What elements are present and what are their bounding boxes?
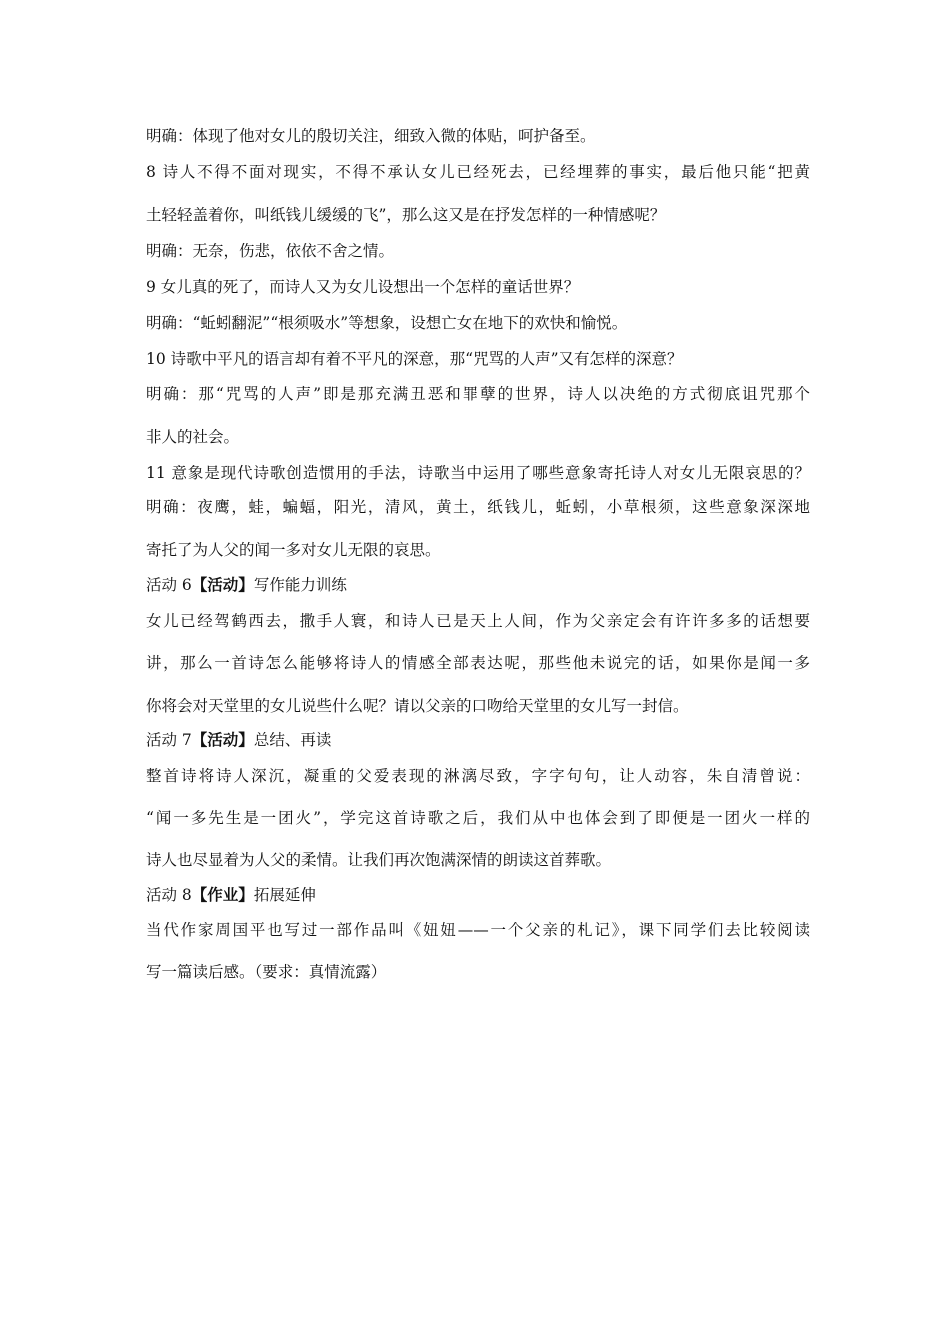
activity-title: 总结、再读	[253, 731, 332, 749]
question-line: 9 女儿真的死了，而诗人又为女儿设想出一个怎样的童话世界？	[146, 278, 580, 296]
paragraph-line: “闻一多先生是一团火”，学完这首诗歌之后，我们从中也体会到了即便是一团火一样的	[146, 809, 810, 827]
activity-title: 拓展延伸	[253, 886, 316, 904]
activity-title: 写作能力训练	[253, 576, 347, 594]
answer-line: 明确：“蚯蚓翻泥”“根须吸水”等想象，设想亡女在地下的欢快和愉悦。	[146, 314, 628, 332]
activity-number: 活动 7	[146, 731, 192, 749]
paragraph-line: 女儿已经驾鹤西去，撒手人寰，和诗人已是天上人间，作为父亲定会有许许多多的话想要	[146, 612, 810, 630]
paragraph-line: 当代作家周国平也写过一部作品叫《妞妞——一个父亲的札记》，课下同学们去比较阅读	[146, 921, 810, 939]
activity-type: 【作业】	[191, 885, 254, 904]
answer-line: 明确：那“咒骂的人声”即是那充满丑恶和罪孽的世界，诗人以决绝的方式彻底诅咒那个	[146, 385, 810, 403]
question-line: 10 诗歌中平凡的语言却有着不平凡的深意，那“咒骂的人声”又有怎样的深意？	[146, 350, 683, 368]
paragraph-line: 你将会对天堂里的女儿说些什么呢？请以父亲的口吻给天堂里的女儿写一封信。	[146, 697, 689, 715]
activity-type: 【活动】	[191, 575, 254, 594]
paragraph-line: 整首诗将诗人深沉，凝重的父爱表现的淋漓尽致，字字句句，让人动容，朱自清曾说：	[146, 767, 810, 785]
paragraph-line: 讲，那么一首诗怎么能够将诗人的情感全部表达呢，那些他未说完的话，如果你是闻一多	[146, 654, 810, 672]
paragraph-line: 诗人也尽显着为人父的柔情。让我们再次饱满深情的朗读这首葬歌。	[146, 851, 612, 869]
question-line: 8 诗人不得不面对现实，不得不承认女儿已经死去，已经埋葬的事实，最后他只能“把黄	[146, 163, 810, 181]
question-line: 11 意象是现代诗歌创造惯用的手法，诗歌当中运用了哪些意象寄托诗人对女儿无限哀思的？	[146, 464, 810, 482]
activity-type: 【活动】	[191, 730, 254, 749]
answer-line: 明确：无奈，伤悲，依依不舍之情。	[146, 242, 395, 260]
activity-number: 活动 6	[146, 576, 192, 594]
question-line: 土轻轻盖着你，叫纸钱儿缓缓的飞”，那么这又是在抒发怎样的一种情感呢？	[146, 206, 666, 224]
activity-heading	[146, 730, 810, 750]
activity-number: 活动 8	[146, 886, 192, 904]
activity-heading	[146, 885, 810, 905]
answer-line: 寄托了为人父的闻一多对女儿无限的哀思。	[146, 541, 441, 559]
activity-heading	[146, 575, 810, 595]
answer-line: 明确：夜鹰，蛙，蝙蝠，阳光，清风，黄土，纸钱儿，蚯蚓，小草根须，这些意象深深地	[146, 498, 810, 516]
answer-line: 明确：体现了他对女儿的殷切关注，细致入微的体贴，呵护备至。	[146, 127, 596, 145]
paragraph-line: 写一篇读后感。（要求：真情流露）	[146, 963, 387, 981]
answer-line: 非人的社会。	[146, 428, 240, 446]
